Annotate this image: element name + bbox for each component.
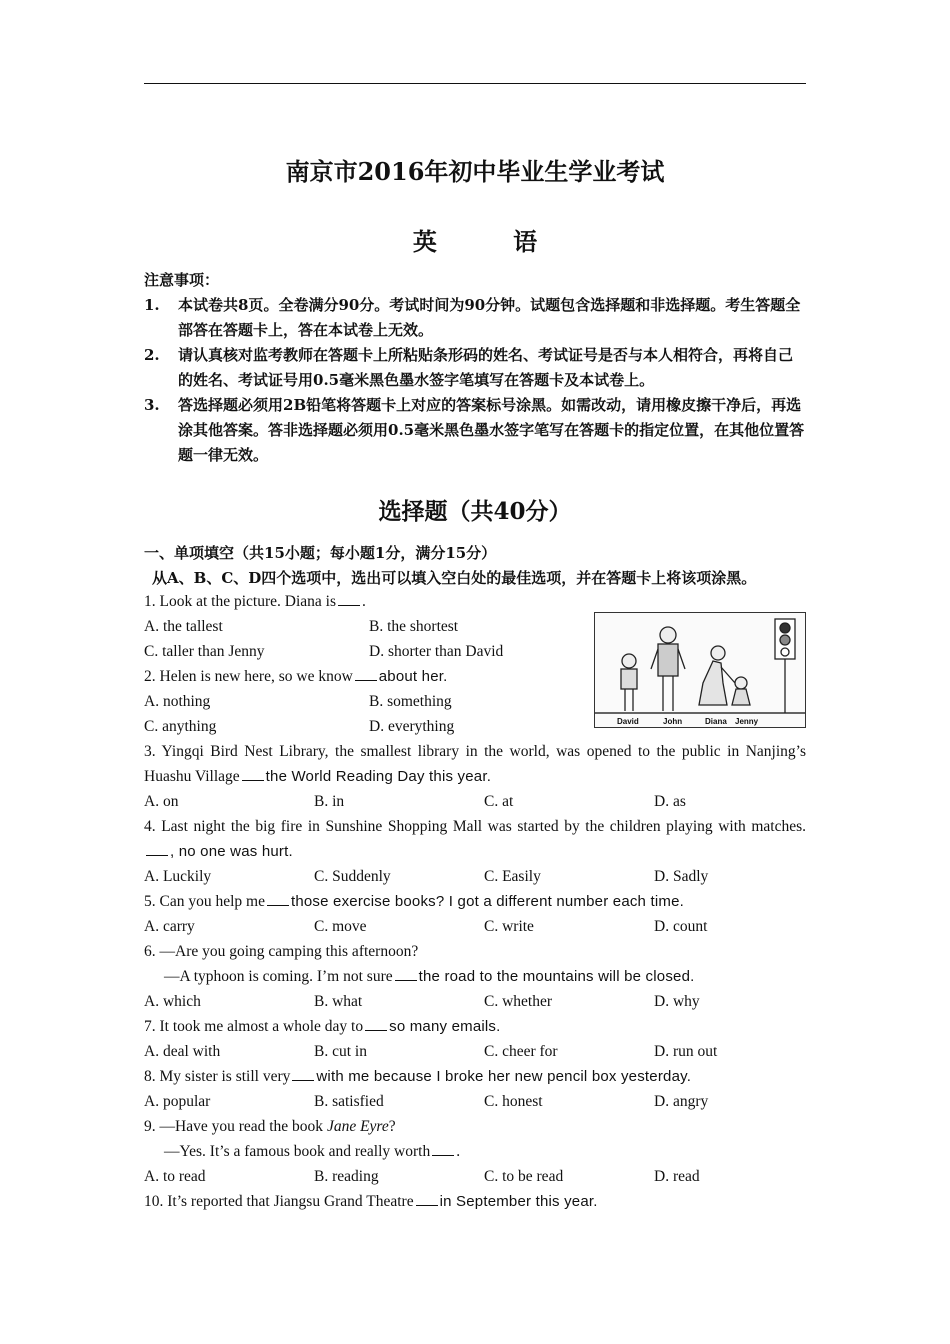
question-stem (144, 739, 806, 789)
option: C. to be read (484, 1168, 564, 1185)
option: D. angry (654, 1093, 709, 1110)
answer-blank (432, 1141, 454, 1156)
option: B. cut in (314, 1043, 367, 1060)
section-heading: 一、单项填空（共15小题；每小题1分，满分15分） (144, 544, 497, 562)
options-row (144, 914, 806, 939)
option: A. the tallest (144, 618, 223, 635)
answer-blank (267, 891, 289, 906)
option: C. Easily (484, 868, 541, 885)
option: D. read (654, 1168, 700, 1185)
option: D. as (654, 793, 686, 810)
answer-blank (146, 841, 168, 856)
stem-text: 6. —Are you going camping this afternoon? (144, 943, 419, 960)
section-instruction: 从A、B、C、D四个选项中，选出可以填入空白处的最佳选项，并在答题卡上将该项涂黑。 (152, 569, 757, 587)
picture-label: John (663, 717, 683, 726)
answer-blank (292, 1066, 314, 1081)
option: A. which (144, 993, 201, 1010)
option: A. Luckily (144, 868, 212, 885)
option: C. taller than Jenny (144, 643, 265, 660)
option: D. shorter than David (369, 643, 504, 660)
question-stem-line2 (144, 964, 806, 989)
section-header (144, 541, 806, 591)
option: C. at (484, 793, 514, 810)
notice-number: 2. (144, 346, 160, 364)
stem-text: so many emails. (389, 1018, 501, 1035)
subject-title: 英 语 (412, 227, 572, 256)
option: A. popular (144, 1093, 211, 1110)
question-stem (144, 939, 806, 964)
option: C. cheer for (484, 1043, 558, 1060)
option: B. satisfied (314, 1093, 384, 1110)
option: C. whether (484, 993, 553, 1010)
option: B. what (314, 993, 363, 1010)
option: D. count (654, 918, 708, 935)
stem-text: 4. Last night the big fire in Sunshine Shopping Mall was started by the children playing with matches. (144, 818, 806, 835)
options-row (144, 639, 806, 664)
answer-blank (242, 766, 264, 781)
option: C. anything (144, 718, 217, 735)
question-stem (144, 1189, 806, 1214)
options-row (144, 789, 806, 814)
stem-text: 3. Yingqi Bird Nest Library, the smallest library in the world, was opened to the public in Nanjing’s Huashu Village (144, 743, 806, 785)
stem-text: —A typhoon is coming. I’m not sure (164, 968, 393, 985)
question-stem (144, 889, 806, 914)
option: C. honest (484, 1093, 543, 1110)
option: C. Suddenly (314, 868, 391, 885)
stem-text: those exercise books? I got a different number each time. (290, 893, 684, 910)
book-title: Jane Eyre (326, 1118, 389, 1135)
stem-text: 7. It took me almost a whole day to (144, 1018, 364, 1035)
notice-item (144, 393, 806, 468)
stem-text: in September this year. (439, 1193, 598, 1210)
notice-heading: 注意事项： (144, 271, 220, 289)
option: A. deal with (144, 1043, 221, 1060)
header-rule (144, 83, 806, 84)
stem-text: 8. My sister is still very (144, 1068, 291, 1085)
stem-text: . (456, 1143, 461, 1160)
stem-text: the road to the mountains will be closed. (418, 968, 695, 985)
stem-text: —Yes. It’s a famous book and really worth (164, 1143, 431, 1160)
stem-text: 1. Look at the picture. Diana is (144, 593, 336, 610)
question-stem (144, 1014, 806, 1039)
stem-text: 5. Can you help me (144, 893, 265, 910)
picture-label: Jenny (735, 717, 759, 726)
question-stem (144, 664, 806, 689)
notice-number: 3. (144, 396, 160, 414)
question-stem-line2 (144, 1139, 806, 1164)
answer-blank (355, 666, 377, 681)
notice-text: 请认真核对监考教师在答题卡上所粘贴条形码的姓名、考试证号是否与本人相符合，再将自己的姓名、考试证号用0.5毫米黑色墨水签字笔填写在答题卡及本试卷上。 (178, 346, 794, 389)
stem-text: 2. Helen is new here, so we know (144, 668, 353, 685)
question-list (144, 589, 806, 1214)
options-row (144, 614, 806, 639)
stem-text: the World Reading Day this year. (265, 768, 492, 785)
option: B. something (369, 693, 452, 710)
options-row (144, 989, 806, 1014)
options-row (144, 1089, 806, 1114)
notice-item (144, 343, 806, 393)
options-row (144, 1164, 806, 1189)
options-row (144, 714, 806, 739)
options-row (144, 689, 806, 714)
question-stem (144, 589, 806, 614)
options-row (144, 864, 806, 889)
answer-blank (416, 1191, 438, 1206)
notice-number: 1. (144, 296, 160, 314)
option: B. the shortest (369, 618, 459, 635)
option: B. in (314, 793, 345, 810)
notice-block (144, 268, 806, 468)
stem-text: ? (388, 1118, 396, 1135)
notice-text: 本试卷共8页。全卷满分90分。考试时间为90分钟。试题包含选择题和非选择题。考生答题全部答在答题卡上，答在本试卷上无效。 (178, 296, 801, 339)
option: D. everything (369, 718, 455, 735)
picture-label: David (617, 717, 639, 726)
question-stem (144, 814, 806, 864)
stem-text: . (361, 593, 366, 610)
option: A. nothing (144, 693, 211, 710)
exam-title: 南京市2016年初中毕业生学业考试 (285, 157, 665, 186)
stem-text: with me because I broke her new pencil box yesterday. (316, 1068, 692, 1085)
question-stem (144, 1064, 806, 1089)
notice-text: 答选择题必须用2B铅笔将答题卡上对应的答案标号涂黑。如需改动，请用橡皮擦干净后，再选涂其他答案。答非选择题必须用0.5毫米黑色墨水签字笔写在答题卡的指定位置，在其他位置答题一律无效。 (178, 396, 805, 464)
option: B. reading (314, 1168, 379, 1185)
stem-text: 10. It’s reported that Jiangsu Grand Theatre (144, 1193, 414, 1210)
stem-text: , no one was hurt. (170, 843, 293, 860)
option: A. to read (144, 1168, 206, 1185)
option: D. run out (654, 1043, 718, 1060)
part-title: 选择题（共40分） (378, 498, 572, 525)
stem-text: 9. —Have you read the book (144, 1118, 324, 1135)
option: C. move (314, 918, 367, 935)
stem-text: about her. (378, 668, 448, 685)
option: D. Sadly (654, 868, 709, 885)
picture-label: Diana (705, 717, 727, 726)
answer-blank (365, 1016, 387, 1031)
answer-blank (395, 966, 417, 981)
question-stem (144, 1114, 806, 1139)
answer-blank (338, 591, 360, 606)
option: D. why (654, 993, 700, 1010)
option: A. carry (144, 918, 195, 935)
options-row (144, 1039, 806, 1064)
notice-item (144, 293, 806, 343)
option: C. write (484, 918, 534, 935)
option: A. on (144, 793, 179, 810)
